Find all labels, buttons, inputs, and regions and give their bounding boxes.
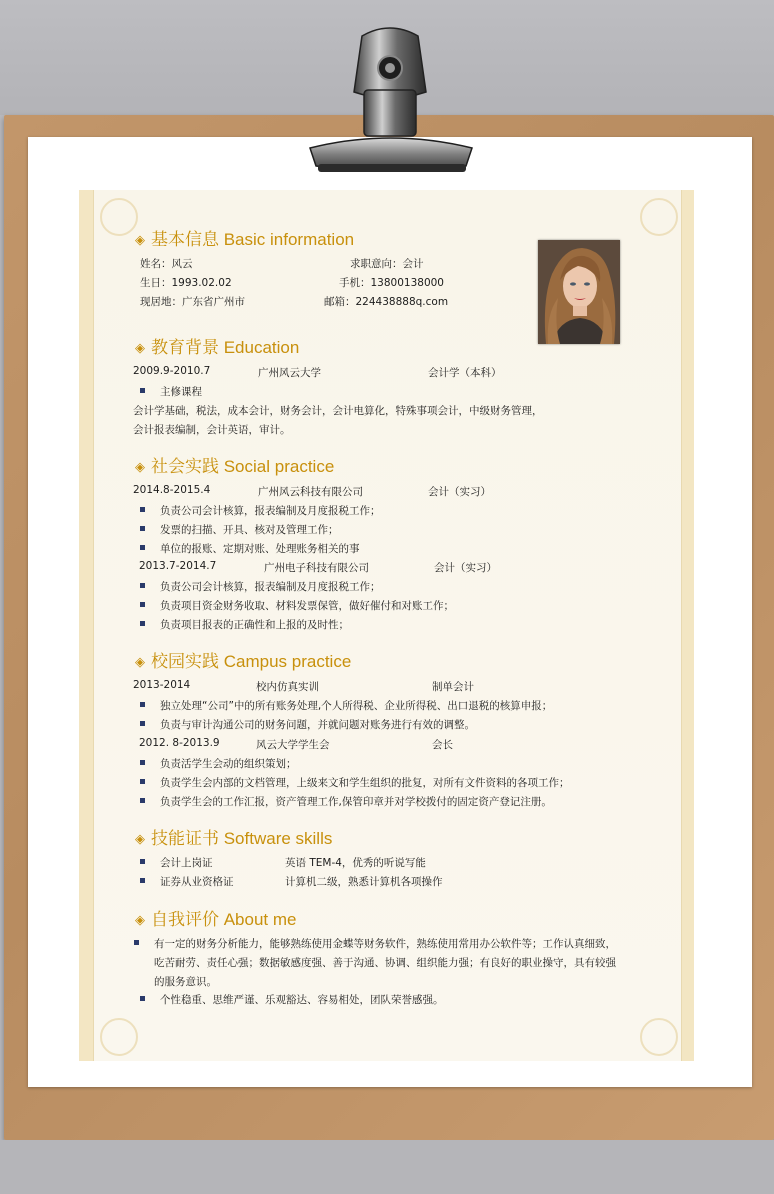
job-role: 会计（实习） [428, 486, 491, 498]
job-duty: 负责公司会计核算，报表编制及月度报税工作； [160, 505, 381, 517]
edu-major: 会计学（本科） [428, 367, 502, 379]
about-line: 个性稳重、思维严谨、乐观豁达、容易相处，团队荣誉感强。 [160, 994, 444, 1006]
section-title-text: 教育背景 Education [151, 338, 300, 357]
ornament-icon [100, 198, 138, 236]
section-title-social [135, 452, 334, 477]
section-title-basic [135, 225, 354, 250]
section-title-text: 校园实践 Campus practice [151, 652, 352, 671]
bullet-icon [140, 602, 145, 607]
name-field: 姓名：风云 [140, 258, 193, 270]
bullet-icon [140, 507, 145, 512]
job-role: 会计（实习） [434, 562, 497, 574]
bullet-icon [140, 878, 145, 883]
bullet-icon [140, 545, 145, 550]
section-title-text: 社会实践 Social practice [151, 457, 335, 476]
portrait-photo [538, 240, 620, 344]
edu-courses-line: 会计报表编制，会计英语，审计。 [133, 424, 291, 436]
campus-duty: 负责与审计沟通公司的财务问题，并就问题对账务进行有效的调整。 [160, 719, 475, 731]
section-title-campus [135, 647, 351, 672]
job-duty: 负责项目资金财务收取、材料发票保管，做好催付和对账工作； [160, 600, 454, 612]
phone-field: 手机：13800138000 [339, 277, 444, 289]
edu-courses-line: 会计学基础，税法，成本会计，财务会计，会计电算化，特殊事项会计，中级财务管理， [133, 405, 543, 417]
bullet-icon [140, 388, 145, 393]
binder-clip-icon [290, 26, 480, 186]
skill-detail: 英语 TEM-4，优秀的听说写能 [285, 857, 426, 869]
ornament-icon [640, 198, 678, 236]
job-duty: 负责项目报表的正确性和上报的及时性； [160, 619, 349, 631]
about-line: 吃苦耐劳、责任心强；数据敏感度强、善于沟通、协调、组织能力强；有良好的职业操守，具有较强 [154, 957, 616, 969]
bullet-icon [134, 940, 139, 945]
ornament-icon [640, 1018, 678, 1056]
section-title-about [135, 905, 297, 930]
section-title-text: 自我评价 About me [151, 910, 297, 929]
bullet-icon [140, 526, 145, 531]
bullet-icon [140, 996, 145, 1001]
diamond-icon: ◈ [135, 654, 145, 669]
section-title-text: 基本信息 Basic information [151, 230, 355, 249]
bullet-icon [140, 621, 145, 626]
ornament-icon [100, 1018, 138, 1056]
campus-role: 制单会计 [432, 681, 474, 693]
bullet-icon [140, 760, 145, 765]
diamond-icon: ◈ [135, 459, 145, 474]
campus-org: 风云大学学生会 [256, 739, 330, 751]
skill-detail: 计算机二级，熟悉计算机各项操作 [285, 876, 443, 888]
campus-period: 2012. 8-2013.9 [139, 737, 220, 749]
bullet-icon [140, 779, 145, 784]
skill-cert: 证券从业资格证 [160, 876, 234, 888]
job-period: 2014.8-2015.4 [133, 484, 211, 496]
diamond-icon: ◈ [135, 232, 145, 247]
section-title-skills [135, 824, 332, 849]
campus-org: 校内仿真实训 [256, 681, 319, 693]
diamond-icon: ◈ [135, 831, 145, 846]
job-intent-field: 求职意向：会计 [350, 258, 424, 270]
edu-period: 2009.9-2010.7 [133, 365, 211, 377]
campus-duty: 负责活学生会动的组织策划； [160, 758, 297, 770]
about-line: 的服务意识。 [154, 976, 217, 988]
job-duty: 负责公司会计核算，报表编制及月度报税工作； [160, 581, 381, 593]
job-duty: 发票的扫描、开具、核对及管理工作； [160, 524, 339, 536]
background-wall-bottom [0, 1140, 774, 1194]
bullet-icon [140, 721, 145, 726]
birth-field: 生日：1993.02.02 [140, 277, 232, 289]
bullet-icon [140, 702, 145, 707]
edu-school: 广州风云大学 [258, 367, 321, 379]
job-company: 广州电子科技有限公司 [264, 562, 369, 574]
job-period: 2013.7-2014.7 [139, 560, 217, 572]
campus-duty: 负责学生会内部的文档管理，上级来文和学生组织的批复，对所有文件资料的各项工作； [160, 777, 570, 789]
campus-duty: 负责学生会的工作汇报，资产管理工作,保管印章并对学校拨付的固定资产登记注册。 [160, 796, 552, 808]
section-title-education [135, 333, 299, 358]
address-field: 现居地：广东省广州市 [140, 296, 245, 308]
job-duty: 单位的报账、定期对账、处理账务相关的事 [160, 543, 360, 555]
campus-role: 会长 [432, 739, 453, 751]
campus-duty: 独立处理“公司”中的所有账务处理,个人所得税、企业所得税、出口退税的核算申报； [160, 700, 553, 712]
bullet-icon [140, 859, 145, 864]
diamond-icon: ◈ [135, 912, 145, 927]
bullet-icon [140, 583, 145, 588]
edu-course-label: 主修课程 [160, 386, 202, 398]
bullet-icon [140, 798, 145, 803]
skill-cert: 会计上岗证 [160, 857, 213, 869]
job-company: 广州风云科技有限公司 [258, 486, 363, 498]
email-field: 邮箱：224438888q.com [324, 296, 449, 308]
section-title-text: 技能证书 Software skills [151, 829, 333, 848]
campus-period: 2013-2014 [133, 679, 191, 691]
diamond-icon: ◈ [135, 340, 145, 355]
about-line: 有一定的财务分析能力，能够熟练使用金蝶等财务软件，熟练使用常用办公软件等；工作认真细致， [154, 938, 616, 950]
